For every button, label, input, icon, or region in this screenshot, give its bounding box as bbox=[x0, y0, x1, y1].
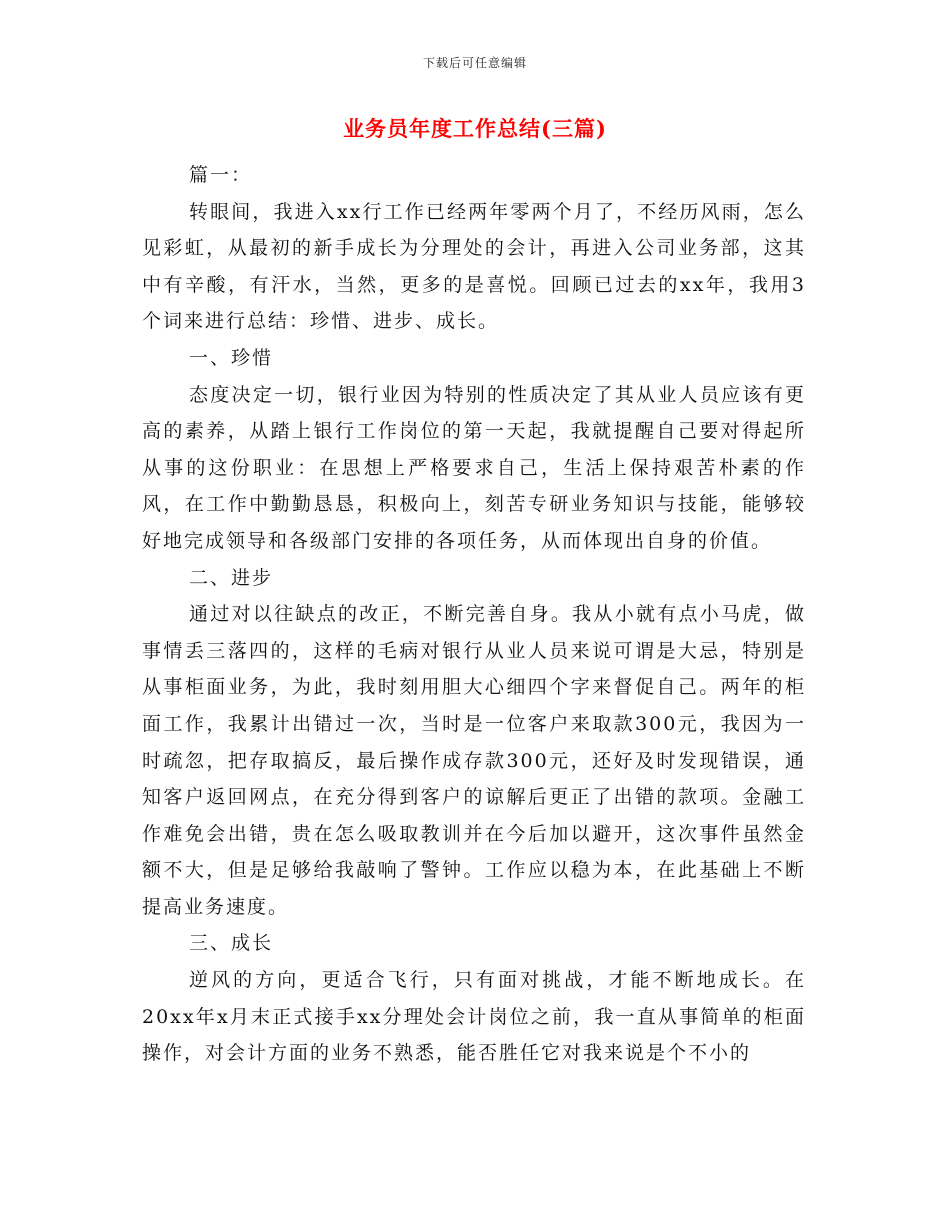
heading-growth: 三、成长 bbox=[189, 932, 274, 955]
download-note: 下载后可任意编辑 bbox=[422, 56, 527, 70]
growth-paragraph: 逆风的方向，更适合飞行，只有面对挑战，才能不断地成长。在20xx年x月末正式接手xx分理处会计岗位之前，我一直从事简单的柜面操作，对会计方面的业务不熟悉，能否胜任它对我来说是个不小的 bbox=[142, 969, 806, 1065]
document-body bbox=[142, 157, 806, 1072]
section-label-part-one: 篇一： bbox=[189, 164, 253, 186]
cherish-paragraph: 态度决定一切，银行业因为特别的性质决定了其从业人员应该有更高的素养，从踏上银行工作岗位的第一天起，我就提醒自己要对得起所从事的这份职业：在思想上严格要求自己，生活上保持艰苦朴素的作风，在工作中勤勤恳恳，积极向上，刻苦专研业务知识与技能，能够较好地完成领导和各级部门安排的各项任务，从而体现出自身的价值。 bbox=[142, 383, 806, 552]
heading-cherish: 一、珍惜 bbox=[189, 346, 274, 369]
intro-paragraph: 转眼间，我进入xx行工作已经两年零两个月了，不经历风雨，怎么见彩虹，从最初的新手成长为分理处的会计，再进入公司业务部，这其中有辛酸，有汗水，当然，更多的是喜悦。回顾已过去的xx年，我用3个词来进行总结：珍惜、进步、成长。 bbox=[142, 200, 806, 333]
progress-paragraph: 通过对以往缺点的改正，不断完善自身。我从小就有点小马虎，做事情丢三落四的，这样的毛病对银行从业人员来说可谓是大忌，特别是从事柜面业务，为此，我时刻用胆大心细四个字来督促自己。两年的柜面工作，我累计出错过一次，当时是一位客户来取款300元，我因为一时疏忽，把存取搞反，最后操作成存款300元，还好及时发现错误，通知客户返回网点，在充分得到客户的谅解后更正了出错的款项。金融工作难免会出错，贵在怎么吸取教训并在今后加以避开，这次事件虽然金额不大，但是足够给我敲响了警钟。工作应以稳为本，在此基础上不断提高业务速度。 bbox=[142, 603, 806, 918]
heading-progress: 二、进步 bbox=[189, 566, 274, 589]
document-title: 业务员年度工作总结(三篇) bbox=[343, 116, 607, 141]
